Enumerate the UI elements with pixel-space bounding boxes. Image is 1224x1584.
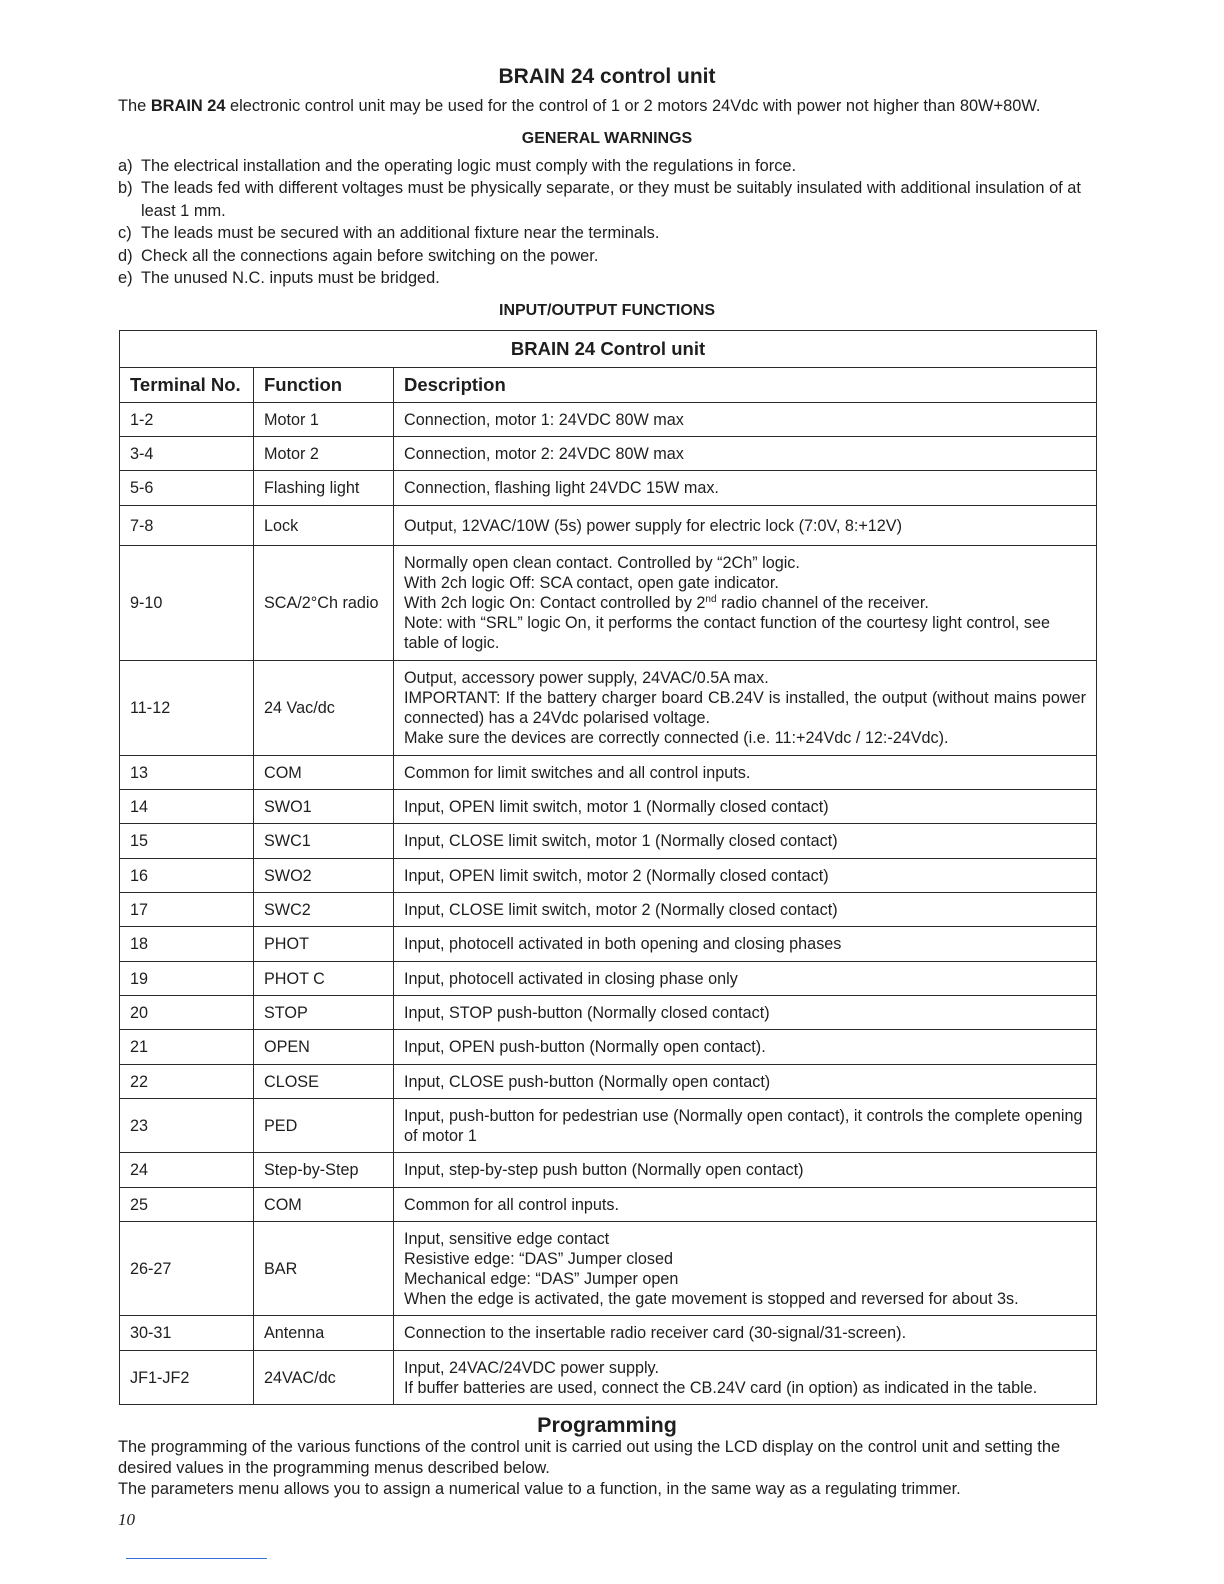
table-row xyxy=(120,996,1097,1030)
function-cell: Antenna xyxy=(254,1316,394,1351)
page-number: 10 xyxy=(118,1510,135,1529)
warning-letter: a) xyxy=(118,157,133,175)
description-cell xyxy=(394,859,1097,893)
function-cell: COM xyxy=(254,756,394,790)
description-line: IMPORTANT: If the battery charger board CB.24V is installed, the output (without mains power connected) has a 24Vdc polarised voltage. xyxy=(404,689,1086,727)
description-cell xyxy=(394,1153,1097,1188)
terminal-cell: 11-12 xyxy=(120,661,254,756)
intro-pre: The xyxy=(118,97,151,115)
table-header-row xyxy=(120,368,1097,403)
terminal-cell: 1-2 xyxy=(120,403,254,437)
function-cell: OPEN xyxy=(254,1030,394,1065)
description-line: If buffer batteries are used, connect the CB.24V card (in option) as indicated in the table. xyxy=(404,1378,1038,1397)
column-header-function: Function xyxy=(254,368,394,403)
function-cell: STOP xyxy=(254,996,394,1030)
warning-text: The leads fed with different voltages must be physically separate, or they must be suitably insulated with additional insulation of at least 1 mm. xyxy=(141,179,1081,220)
intro-post: electronic control unit may be used for the control of 1 or 2 motors 24Vdc with power not higher than 80W+80W. xyxy=(225,97,1041,115)
warning-text: The unused N.C. inputs must be bridged. xyxy=(141,269,440,288)
terminal-cell: 15 xyxy=(120,824,254,859)
function-cell: Motor 2 xyxy=(254,437,394,471)
description-cell xyxy=(394,996,1097,1030)
table-row xyxy=(120,790,1097,824)
function-cell: Motor 1 xyxy=(254,403,394,437)
terminal-cell: 25 xyxy=(120,1188,254,1222)
description-line: Mechanical edge: “DAS” Jumper open xyxy=(404,1269,679,1288)
description-line: With 2ch logic Off: SCA contact, open gate indicator. xyxy=(404,574,779,592)
description-cell xyxy=(394,661,1097,756)
description-line: Common for all control inputs. xyxy=(404,1195,620,1214)
intro-paragraph xyxy=(118,95,1096,117)
description-line: When the edge is activated, the gate movement is stopped and reversed for about 3s. xyxy=(404,1289,1019,1308)
terminal-cell: 21 xyxy=(120,1030,254,1065)
function-cell: PED xyxy=(254,1099,394,1153)
description-cell xyxy=(394,893,1097,927)
description-line: Resistive edge: “DAS” Jumper closed xyxy=(404,1249,673,1268)
table-row xyxy=(120,471,1097,506)
table-row xyxy=(120,1153,1097,1188)
warning-item xyxy=(118,245,1096,267)
function-cell: PHOT xyxy=(254,927,394,962)
description-cell xyxy=(394,1316,1097,1351)
description-cell xyxy=(394,403,1097,437)
warning-item xyxy=(118,155,1096,177)
function-cell: SWO1 xyxy=(254,790,394,824)
description-line: Input, step-by-step push button (Normally open contact) xyxy=(404,1161,804,1179)
description-line: Output, 12VAC/10W (5s) power supply for electric lock (7:0V, 8:+12V) xyxy=(404,516,902,535)
table-row xyxy=(120,546,1097,661)
programming-text xyxy=(118,1437,1096,1500)
table-row xyxy=(120,824,1097,859)
footer-rule xyxy=(126,1558,267,1559)
warning-letter: b) xyxy=(118,179,133,198)
description-line: Connection to the insertable radio receiver card (30-signal/31-screen). xyxy=(404,1324,907,1342)
terminal-cell: 18 xyxy=(120,927,254,962)
description-line: Connection, motor 1: 24VDC 80W max xyxy=(404,410,684,429)
description-line: Connection, flashing light 24VDC 15W max. xyxy=(404,479,719,497)
description-cell xyxy=(394,962,1097,996)
description-cell xyxy=(394,790,1097,824)
description-line: Input, OPEN push-button (Normally open contact). xyxy=(404,1038,766,1056)
warning-item xyxy=(118,267,1096,289)
description-cell xyxy=(394,1099,1097,1153)
description-text: radio channel of the receiver. xyxy=(716,594,929,612)
function-cell: 24VAC/dc xyxy=(254,1351,394,1405)
description-line: Normally open clean contact. Controlled by “2Ch” logic. xyxy=(404,554,800,572)
table-title: BRAIN 24 Control unit xyxy=(120,331,1097,368)
intro-product: BRAIN 24 xyxy=(150,97,226,115)
terminal-cell: 30-31 xyxy=(120,1316,254,1351)
function-cell: SWC2 xyxy=(254,893,394,927)
description-cell xyxy=(394,927,1097,962)
terminal-cell: 14 xyxy=(120,790,254,824)
description-cell xyxy=(394,1030,1097,1065)
terminal-cell: 16 xyxy=(120,859,254,893)
description-cell xyxy=(394,824,1097,859)
description-line: Make sure the devices are correctly connected (i.e. 11:+24Vdc / 12:-24Vdc). xyxy=(404,729,949,747)
function-cell: SWO2 xyxy=(254,859,394,893)
terminal-cell: JF1-JF2 xyxy=(120,1351,254,1405)
description-line: Note: with “SRL” logic On, it performs the contact function of the courtesy light control, see table of logic. xyxy=(404,614,1050,652)
function-cell: Step-by-Step xyxy=(254,1153,394,1188)
description-cell xyxy=(394,546,1097,661)
table-row xyxy=(120,1099,1097,1153)
description-cell xyxy=(394,1065,1097,1099)
table-row xyxy=(120,1065,1097,1099)
description-cell xyxy=(394,1222,1097,1316)
table-row xyxy=(120,661,1097,756)
warnings-list xyxy=(118,155,1096,289)
page-title: BRAIN 24 control unit xyxy=(498,65,716,88)
general-warnings-heading: GENERAL WARNINGS xyxy=(521,130,693,147)
description-cell xyxy=(394,1188,1097,1222)
description-line: Common for limit switches and all control inputs. xyxy=(404,763,751,782)
description-text: With 2ch logic On: Contact controlled by 2 xyxy=(404,594,706,612)
programming-paragraph: The parameters menu allows you to assign a numerical value to a function, in the same way as a regulating trimmer. xyxy=(118,1480,961,1498)
description-cell xyxy=(394,437,1097,471)
description-cell xyxy=(394,1351,1097,1405)
description-line: Input, CLOSE limit switch, motor 1 (Normally closed contact) xyxy=(404,832,838,850)
column-header-terminal: Terminal No. xyxy=(120,368,254,403)
terminal-cell: 13 xyxy=(120,756,254,790)
description-line xyxy=(404,593,1086,613)
warning-item xyxy=(118,222,1096,244)
warning-item xyxy=(118,177,1096,222)
programming-heading: Programming xyxy=(537,1413,677,1437)
function-cell: Flashing light xyxy=(254,471,394,506)
warning-text: The leads must be secured with an additional fixture near the terminals. xyxy=(141,224,660,243)
function-cell: SWC1 xyxy=(254,824,394,859)
terminal-cell: 22 xyxy=(120,1065,254,1099)
function-cell: CLOSE xyxy=(254,1065,394,1099)
table-row xyxy=(120,1222,1097,1316)
io-functions-table xyxy=(119,330,1097,1405)
function-cell: COM xyxy=(254,1188,394,1222)
description-line: Input, photocell activated in closing phase only xyxy=(404,969,738,988)
warning-letter: e) xyxy=(118,269,133,288)
table-row xyxy=(120,756,1097,790)
table-row xyxy=(120,893,1097,927)
table-row xyxy=(120,1188,1097,1222)
table-row xyxy=(120,506,1097,546)
ordinal-superscript: nd xyxy=(705,594,717,605)
column-header-description: Description xyxy=(394,368,1097,403)
function-cell: Lock xyxy=(254,506,394,546)
description-line: Input, 24VAC/24VDC power supply. xyxy=(404,1358,659,1377)
description-line: Input, push-button for pedestrian use (Normally open contact), it controls the complete opening of motor 1 xyxy=(404,1106,1083,1145)
description-cell xyxy=(394,506,1097,546)
table-row xyxy=(120,859,1097,893)
warning-text: The electrical installation and the operating logic must comply with the regulations in force. xyxy=(141,157,797,175)
description-line: Input, photocell activated in both opening and closing phases xyxy=(404,935,842,953)
terminal-cell: 26-27 xyxy=(120,1222,254,1316)
description-line: Input, OPEN limit switch, motor 2 (Normally closed contact) xyxy=(404,866,829,885)
terminal-cell: 20 xyxy=(120,996,254,1030)
function-cell: SCA/2°Ch radio xyxy=(254,546,394,661)
description-line: Output, accessory power supply, 24VAC/0.5A max. xyxy=(404,669,769,687)
description-line: Input, OPEN limit switch, motor 1 (Normally closed contact) xyxy=(404,797,829,816)
terminal-cell: 9-10 xyxy=(120,546,254,661)
warning-letter: c) xyxy=(118,224,132,243)
table-row xyxy=(120,1030,1097,1065)
terminal-cell: 7-8 xyxy=(120,506,254,546)
description-line: Input, CLOSE limit switch, motor 2 (Normally closed contact) xyxy=(404,900,838,919)
table-row xyxy=(120,1316,1097,1351)
table-row xyxy=(120,403,1097,437)
description-cell xyxy=(394,756,1097,790)
table-row xyxy=(120,1351,1097,1405)
function-cell: PHOT C xyxy=(254,962,394,996)
warning-text: Check all the connections again before switching on the power. xyxy=(141,246,599,265)
description-cell xyxy=(394,471,1097,506)
programming-paragraph: The programming of the various functions of the control unit is carried out using the LCD display on the control unit and setting the desired values in the programming menus described below. xyxy=(118,1438,1061,1477)
terminal-cell: 17 xyxy=(120,893,254,927)
terminal-cell: 24 xyxy=(120,1153,254,1188)
terminal-cell: 3-4 xyxy=(120,437,254,471)
table-row xyxy=(120,962,1097,996)
function-cell: BAR xyxy=(254,1222,394,1316)
terminal-cell: 5-6 xyxy=(120,471,254,506)
description-line: Input, sensitive edge contact xyxy=(404,1229,610,1248)
terminal-cell: 19 xyxy=(120,962,254,996)
table-row xyxy=(120,437,1097,471)
io-functions-heading: INPUT/OUTPUT FUNCTIONS xyxy=(499,302,715,319)
function-cell: 24 Vac/dc xyxy=(254,661,394,756)
table-row xyxy=(120,927,1097,962)
warning-letter: d) xyxy=(118,246,133,265)
description-line: Input, CLOSE push-button (Normally open contact) xyxy=(404,1072,771,1091)
description-line: Input, STOP push-button (Normally closed contact) xyxy=(404,1003,770,1022)
terminal-cell: 23 xyxy=(120,1099,254,1153)
description-line: Connection, motor 2: 24VDC 80W max xyxy=(404,444,684,463)
